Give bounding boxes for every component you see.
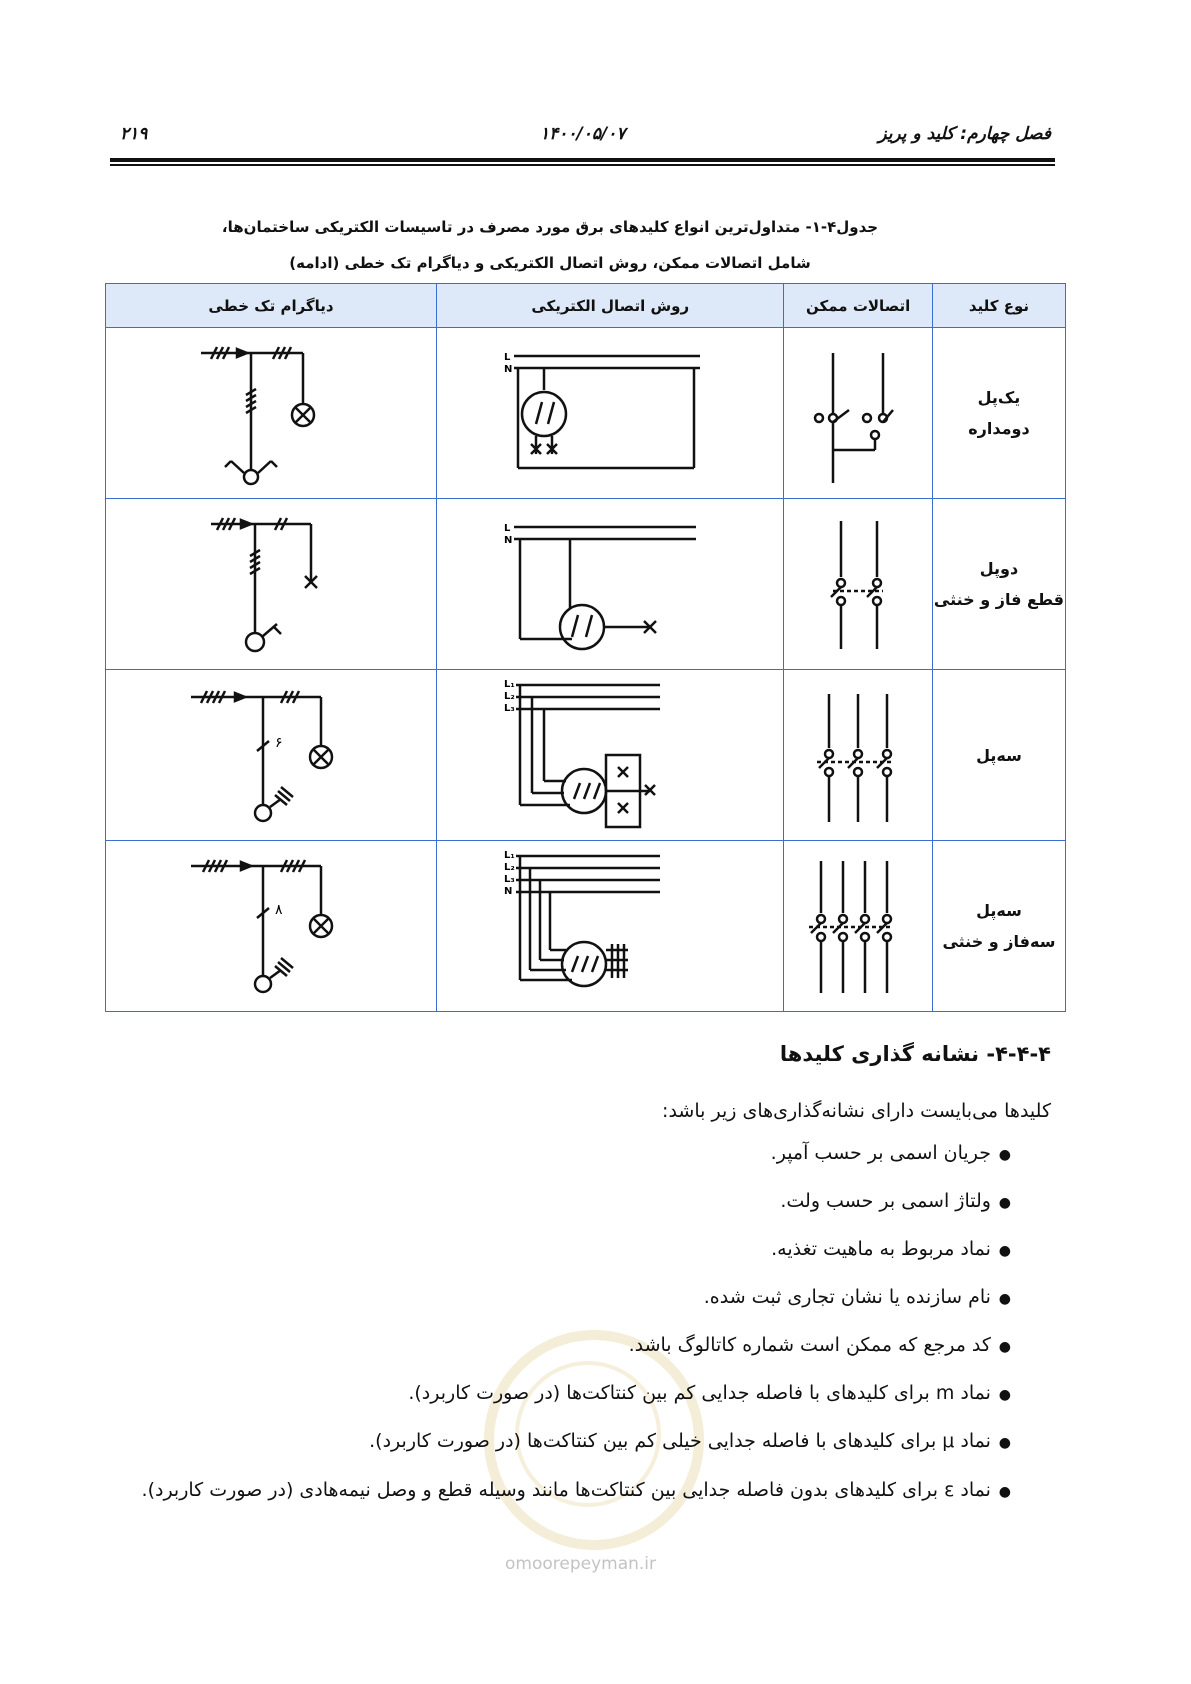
bullet-icon: ● — [998, 1243, 1011, 1259]
connections-diagram-cell — [784, 499, 933, 670]
list-item — [131, 1130, 1011, 1178]
wiring-diagram-3 — [500, 675, 720, 835]
list-item-text: کد مرجع که ممکن است شماره کاتالوگ باشد. — [628, 1334, 991, 1356]
key-type-line2: قطع فاز و خنثی — [933, 590, 1064, 609]
key-type-name — [933, 553, 1065, 615]
page-number: ۲۱۹ — [120, 124, 148, 144]
wiring-diagram-cell — [437, 499, 784, 670]
connections-diagram-cell — [784, 841, 933, 1012]
key-type-line1: سه‌پل — [976, 901, 1022, 920]
bullet-icon: ● — [998, 1339, 1011, 1355]
label-L1: L₁ — [504, 850, 515, 861]
list-item — [131, 1226, 1011, 1274]
single-line-diagram-cell — [106, 670, 437, 841]
list-item — [131, 1322, 1011, 1370]
wiring-diagram-cell — [437, 841, 784, 1012]
list-item-text: نماد ε برای کلیدهای بدون فاصله جدایی بین کنتاکت‌ها مانند وسیله قطع و وصل نیمه‌هادی (در صورت کاربرد). — [141, 1479, 991, 1501]
wiring-diagram-cell — [437, 670, 784, 841]
section-intro: کلیدها می‌بایست دارای نشانه‌گذاری‌های زیر باشد: — [662, 1100, 1051, 1122]
key-type-name — [933, 740, 1065, 771]
key-type-line1: یک‌پل — [977, 388, 1021, 407]
bullet-icon: ● — [998, 1147, 1011, 1163]
list-item-text: نماد مربوط به ماهیت تغذیه. — [771, 1238, 991, 1260]
single-line-diagram-2 — [191, 504, 351, 664]
list-item — [131, 1178, 1011, 1226]
switch-types-table — [105, 283, 1066, 1012]
conductor-count: ۶ — [275, 735, 283, 751]
label-L: L — [504, 523, 511, 534]
col-header-connections: اتصالات ممکن — [784, 284, 933, 328]
key-type-line1: سه‌پل — [976, 745, 1022, 765]
list-item-text: نماد μ برای کلیدهای با فاصله جدایی خیلی کم بین کنتاکت‌ها (در صورت کاربرد). — [369, 1430, 991, 1452]
single-line-diagram-3 — [181, 675, 361, 835]
table-row — [106, 841, 1066, 1012]
bullet-icon: ● — [998, 1435, 1011, 1451]
list-item — [131, 1466, 1011, 1516]
conductor-count: ۸ — [275, 902, 283, 918]
label-L2: L₂ — [504, 691, 515, 702]
list-item-text: جریان اسمی بر حسب آمپر. — [770, 1142, 991, 1164]
header-date: ۱۴۰۰/۰۵/۰۷ — [540, 124, 626, 144]
table-caption-line1: جدول۴-۱- متداول‌ترین انواع کلیدهای برق مورد مصرف در تاسیسات الکتریکی ساختمان‌ها، — [221, 218, 879, 236]
col-header-wiring: روش اتصال الکتریکی — [437, 284, 784, 328]
table-row — [106, 328, 1066, 499]
col-header-key-type: نوع کلید — [932, 284, 1065, 328]
section-heading: ۴-۴-۴- نشانه گذاری کلیدها — [779, 1042, 1051, 1066]
list-item-text: نماد m برای کلیدهای با فاصله جدایی کم بین کنتاکت‌ها (در صورت کاربرد). — [408, 1382, 991, 1404]
connections-diagram-1 — [803, 338, 913, 488]
label-L1: L₁ — [504, 679, 515, 690]
connections-diagram-3 — [803, 680, 913, 830]
markings-list — [131, 1130, 1011, 1516]
list-item — [131, 1274, 1011, 1322]
connections-diagram-cell — [784, 328, 933, 499]
single-line-diagram-4 — [181, 846, 361, 1006]
table-row — [106, 499, 1066, 670]
connections-diagram-cell — [784, 670, 933, 841]
connections-diagram-4 — [803, 851, 913, 1001]
key-type-cell — [932, 670, 1065, 841]
list-item — [131, 1418, 1011, 1466]
bullet-icon: ● — [998, 1291, 1011, 1307]
key-type-cell — [932, 499, 1065, 670]
bullet-icon: ● — [998, 1195, 1011, 1211]
label-L3: L₃ — [504, 703, 515, 714]
label-L: L — [504, 352, 511, 363]
table-header-row — [106, 284, 1066, 328]
wiring-diagram-cell — [437, 328, 784, 499]
list-item-text: ولتاژ اسمی بر حسب ولت. — [780, 1190, 991, 1212]
wiring-diagram-1 — [500, 338, 720, 488]
table-caption-line2: شامل اتصالات ممکن، روش اتصال الکتریکی و دیاگرام تک خطی (ادامه) — [289, 254, 811, 272]
label-N: N — [504, 886, 513, 897]
single-line-diagram-cell — [106, 499, 437, 670]
chapter-title: فصل چهارم: کلید و پریز — [878, 124, 1051, 144]
bullet-icon: ● — [998, 1387, 1011, 1403]
label-N: N — [504, 535, 513, 546]
col-header-single-line: دیاگرام تک خطی — [106, 284, 437, 328]
key-type-cell — [932, 841, 1065, 1012]
wiring-diagram-4 — [500, 846, 720, 1006]
watermark-text: omoorepeyman.ir — [505, 1554, 657, 1574]
header-rule-thin — [110, 164, 1055, 166]
bullet-icon: ● — [998, 1484, 1011, 1500]
label-L3: L₃ — [504, 874, 515, 885]
single-line-diagram-cell — [106, 841, 437, 1012]
key-type-name — [933, 382, 1065, 444]
key-type-cell — [932, 328, 1065, 499]
header-rule-thick — [110, 158, 1055, 162]
key-type-line1: دوپل — [979, 559, 1019, 578]
key-type-name — [933, 895, 1065, 957]
table-row — [106, 670, 1066, 841]
wiring-diagram-2 — [500, 509, 720, 659]
list-item-text: نام سازنده یا نشان تجاری ثبت شده. — [703, 1286, 991, 1308]
label-L2: L₂ — [504, 862, 515, 873]
label-N: N — [504, 364, 513, 375]
single-line-diagram-1 — [191, 333, 351, 493]
single-line-diagram-cell — [106, 328, 437, 499]
key-type-line2: دومداره — [968, 419, 1030, 438]
key-type-line2: سه‌فاز و خنثی — [942, 932, 1056, 951]
connections-diagram-2 — [803, 509, 913, 659]
list-item — [131, 1370, 1011, 1418]
